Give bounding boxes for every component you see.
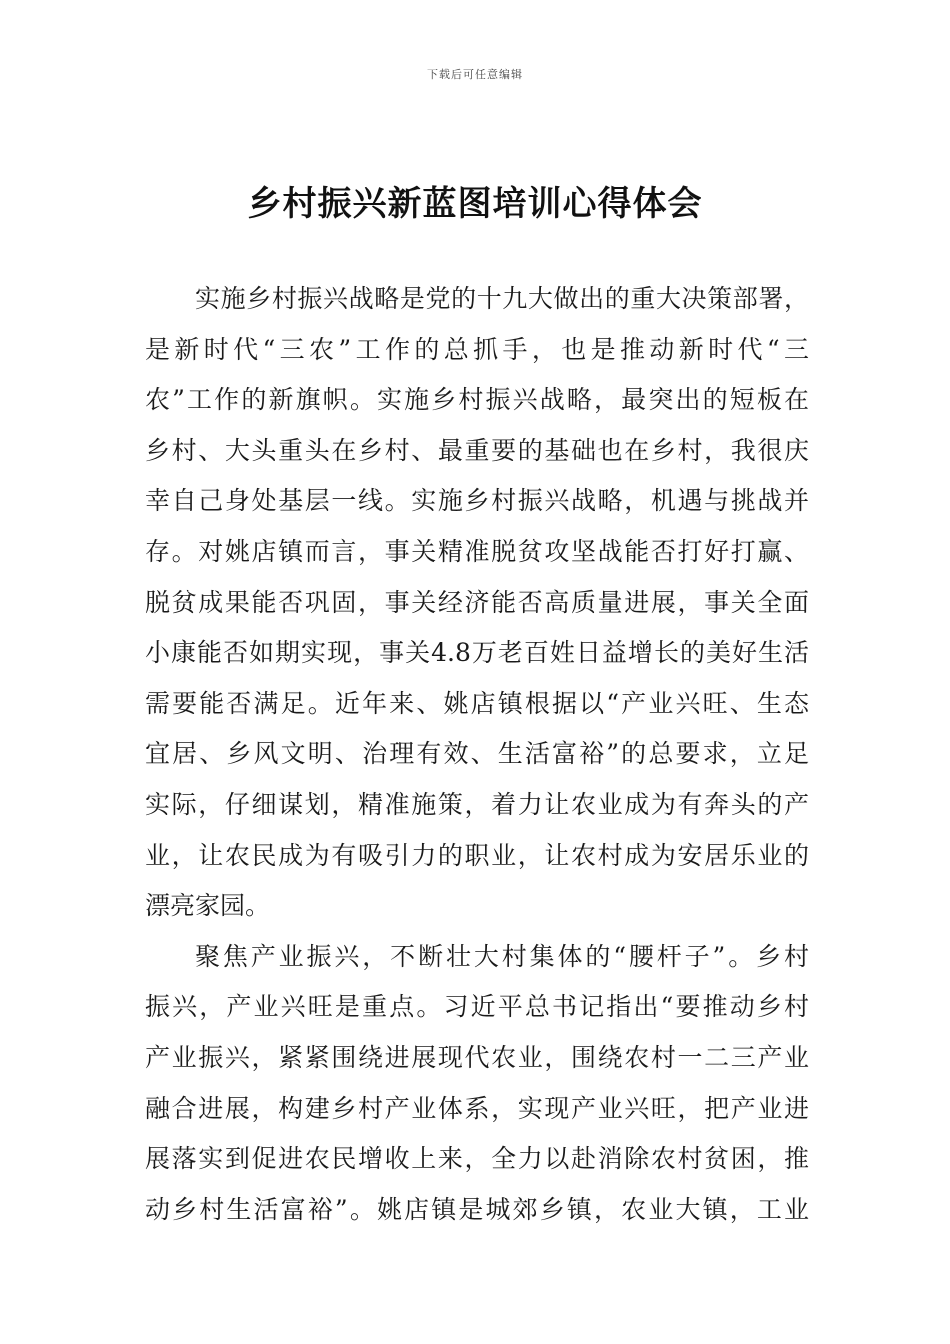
paragraph-1 xyxy=(145,274,809,932)
text-line: 宜居、乡风文明、治理有效、生活富裕”的总要求，立足 xyxy=(145,739,809,769)
text-line: 振兴，产业兴旺是重点。习近平总书记指出“要推动乡村 xyxy=(145,992,809,1022)
text-line: 动乡村生活富裕”。姚店镇是城郊乡镇，农业大镇，工业 xyxy=(145,1194,809,1224)
text-line: 脱贫成果能否巩固，事关经济能否高质量进展，事关全面 xyxy=(145,587,809,617)
text-line: 存。对姚店镇而言，事关精准脱贫攻坚战能否打好打赢、 xyxy=(145,536,809,566)
document-title: 乡村振兴新蓝图培训心得体会 xyxy=(247,184,703,224)
text-line: 实施乡村振兴战略是党的十九大做出的重大决策部署， xyxy=(195,284,809,313)
text-line: 融合进展，构建乡村产业体系，实现产业兴旺，把产业进 xyxy=(145,1093,809,1123)
text-line: 农”工作的新旗帜。实施乡村振兴战略，最突出的短板在 xyxy=(145,385,809,415)
header-note: 下载后可任意编辑 xyxy=(427,68,523,81)
text-line: 是新时代“三农”工作的总抓手，也是推动新时代“三 xyxy=(145,334,809,364)
paragraph-2 xyxy=(145,932,809,1236)
text-line: 乡村、大头重头在乡村、最重要的基础也在乡村，我很庆 xyxy=(145,435,809,465)
text-line: 展落实到促进农民增收上来，全力以赴消除农村贫困，推 xyxy=(145,1144,809,1174)
text-line: 产业振兴，紧紧围绕进展现代农业，围绕农村一二三产业 xyxy=(145,1042,809,1072)
document-body xyxy=(145,274,809,1235)
text-line: 需要能否满足。近年来、姚店镇根据以“产业兴旺、生态 xyxy=(145,688,809,718)
text-line: 实际，仔细谋划，精准施策，着力让农业成为有奔头的产 xyxy=(145,789,809,819)
text-line: 小康能否如期实现，事关4.8万老百姓日益增长的美好生活 xyxy=(145,638,809,668)
text-line: 业，让农民成为有吸引力的职业，让农村成为安居乐业的 xyxy=(145,840,809,870)
text-line: 幸自己身处基层一线。实施乡村振兴战略，机遇与挑战并 xyxy=(145,486,809,516)
text-line: 漂亮家园。 xyxy=(145,891,271,921)
text-line: 聚焦产业振兴，不断壮大村集体的“腰杆子”。乡村 xyxy=(195,941,809,971)
